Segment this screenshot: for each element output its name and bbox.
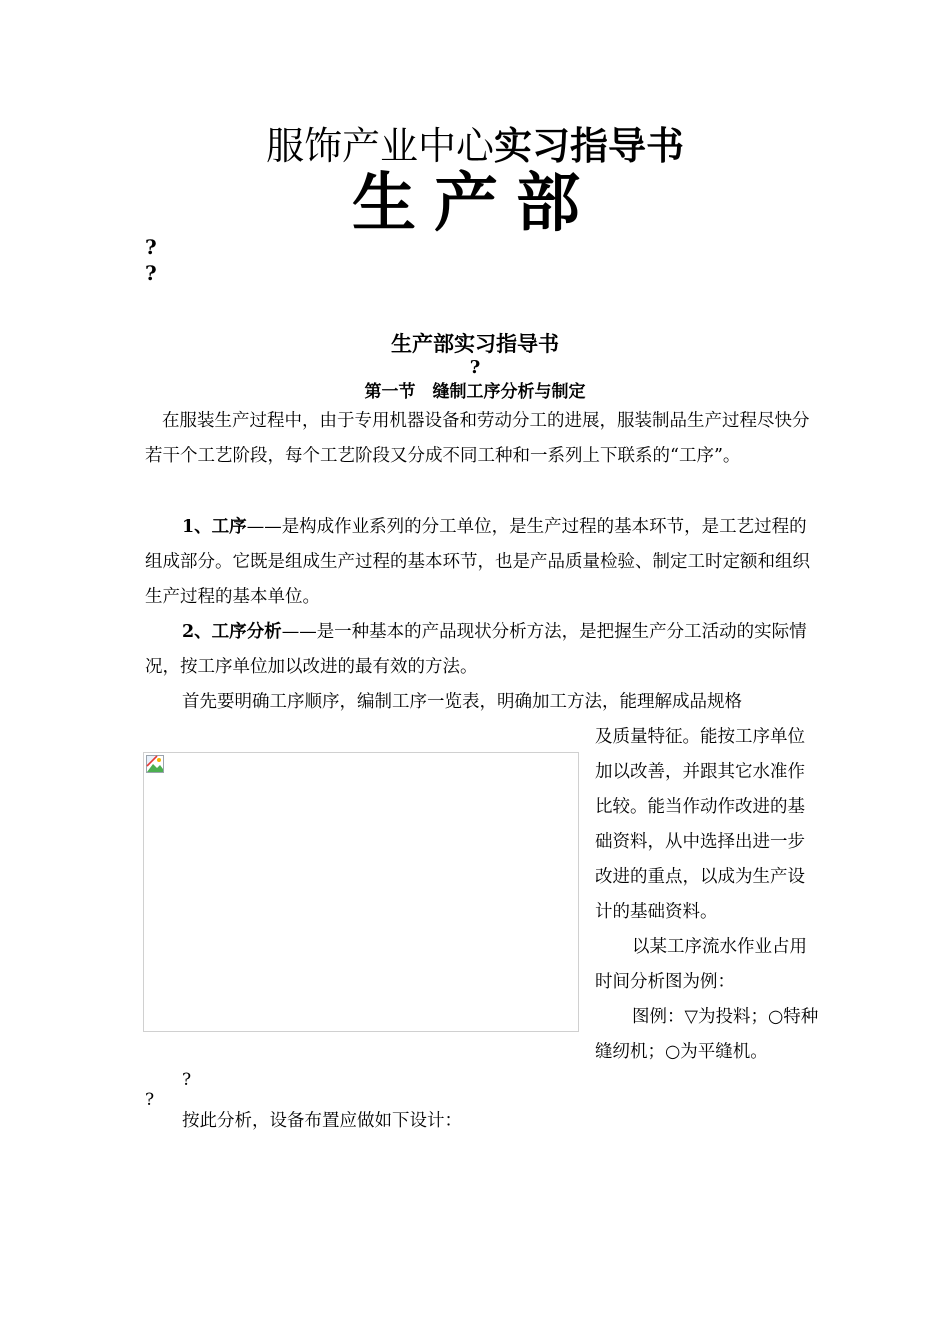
paragraph-method-continued: 及质量特征。能按工序单位加以改善，并跟其它水准作比较。能当作动作改进的基础资料，从中选择出进一步改进的重点，以成为生产设计的基础资料。: [595, 727, 805, 922]
section-subtitle: 第一节 缝制工序分析与制定: [364, 382, 586, 402]
intro-paragraph: 在服装生产过程中，由于专用机器设备和劳动分工的进展，服装制品生产过程尽快分若干个工艺阶段，每个工艺阶段又分成不同工种和一系列上下联系的“工序”。: [145, 411, 810, 466]
section-title: 生产部实习指导书: [391, 332, 559, 356]
paragraph-method-start: 首先要明确工序顺序，编制工序一览表，明确加工方法，能理解成品规格: [182, 692, 742, 712]
paragraph-process: [145, 510, 810, 615]
paragraph-layout-design: 按此分析，设备布置应做如下设计：: [182, 1111, 462, 1131]
title-bold: 实习指导书: [494, 124, 685, 168]
paragraph-example: 以某工序流水作业占用时间分析图为例：: [595, 937, 807, 992]
process-analysis-definition: ——是一种基本的产品现状分析方法，是把握生产分工活动的实际情况，按工序单位加以改进的最有效的方法。: [145, 622, 807, 677]
document-title: [0, 122, 950, 170]
placeholder-mark: ?: [182, 1070, 192, 1090]
figure-image: [143, 752, 579, 1032]
title-regular: 服饰产业中心: [265, 124, 494, 168]
paragraph-process-analysis: [145, 615, 810, 685]
term-process: 1、工序: [182, 517, 247, 537]
broken-image-icon: [146, 755, 164, 773]
placeholder-mark: ?: [145, 235, 157, 259]
placeholder-mark: ?: [145, 261, 157, 285]
placeholder-mark: ?: [469, 357, 481, 378]
process-definition: ——是构成作业系列的分工单位，是生产过程的基本环节，是工艺过程的组成部分。它既是组成生产过程的基本环节，也是产品质量检验、制定工时定额和组织生产过程的基本单位。: [145, 517, 810, 607]
term-process-analysis: 2、工序分析: [182, 622, 282, 642]
department-title: 生产部: [352, 167, 598, 241]
paragraph-legend: 图例：▽为投料；○特种缝纫机；○为平缝机。: [595, 1007, 819, 1062]
placeholder-mark: ?: [145, 1090, 155, 1110]
